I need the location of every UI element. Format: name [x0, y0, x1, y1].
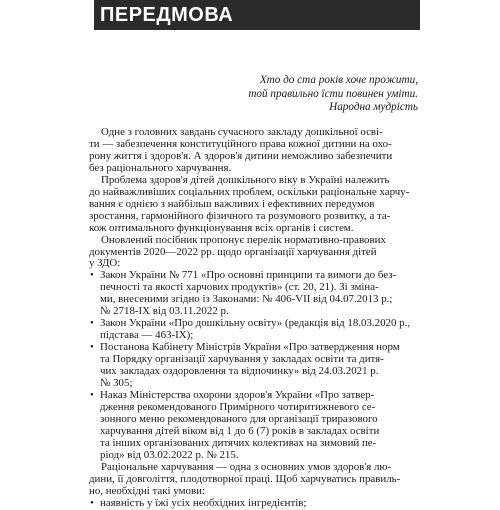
text-line: Раціональне харчування — одна з основних умов здоров'я лю- [101, 460, 392, 473]
paragraph [89, 462, 419, 498]
paragraph [89, 127, 419, 175]
paragraph [89, 175, 419, 235]
text-line: Закон України № 771 «Про основні принципи та вимоги до без- [100, 269, 397, 282]
page-title: ПЕРЕДМОВА [100, 4, 234, 26]
text-line: но, необхідні такі умови: [89, 484, 205, 497]
bullet-icon: • [90, 317, 94, 330]
list-item [89, 318, 419, 342]
text-line: Постанова Кабінету Міністрів України «Про затвердження норм [100, 341, 400, 354]
text-line: рону життя і здоров'я. А здоров'я дитини неможливо забезпечити [89, 149, 393, 162]
text-line: № 305; [100, 377, 133, 390]
text-line: зростання, гармонійного фізичного та розумового розвитку, а та- [89, 209, 391, 222]
list-item [89, 498, 419, 510]
bullet-icon: • [90, 496, 94, 509]
text-line: харчування дітей віком від 1 до 6 (7) років в закладах освіти [100, 424, 380, 437]
text-line: зонного меню рекомендованого для організації триразового [100, 412, 378, 425]
epigraph [78, 74, 418, 115]
text-line: дження рекомендованого Примірного чотиритижневого се- [100, 400, 376, 413]
text-line: ти — забезпечення конституційного права кожної дитини на охо- [89, 137, 392, 150]
text-line: ріод» від 03.02.2022 р. № 215. [100, 448, 239, 461]
bullet-icon: • [90, 269, 94, 282]
text-line: № 2718-IX від 03.11.2022 р. [100, 305, 229, 318]
paragraph [89, 235, 419, 271]
epigraph-line: Хто до ста років хоче прожити, [259, 74, 418, 86]
list-item [89, 270, 419, 318]
text-line: Одне з головних завдань сучасного закладу дошкільної осві- [101, 126, 383, 138]
text-line: Наказ Міністерства охорони здоров'я України «Про затвер- [100, 388, 375, 401]
text-line: та Порядку організації харчування у закладах освіти та дитя- [100, 353, 384, 366]
text-line: без раціонального харчування. [89, 161, 232, 174]
text-line: Проблема здоров'я дітей дошкільного віку в Україні належить [101, 173, 390, 186]
epigraph-line: той правильно їсти повинен уміти. [248, 87, 418, 100]
text-line: наявність у їжі усіх необхідних інгредієнтів; [100, 496, 307, 509]
body-text [89, 127, 419, 510]
text-line: Закон України «Про дошкільну освіту» (редакція від 18.03.2020 р., [100, 317, 411, 330]
text-line: чих закладах оздоровлення та відпочинку» від 24.03.2021 р. [100, 365, 379, 378]
text-line: у ЗДО: [89, 257, 121, 270]
text-line: до найважливіших соціальних проблем, оскільки раціональне харчу- [89, 185, 410, 198]
epigraph-source: Народна мудрість [329, 101, 418, 113]
text-line: ми, внесеними згідно із Законами: № 406-VII від 04.07.2013 р.; [100, 293, 393, 306]
text-line: Оновлений посібник пропонує перелік нормативно-правових [101, 233, 386, 246]
text-line: дини, її довголіття, плодотворної праці. Щоб харчуватись правиль- [89, 472, 401, 485]
list-item [89, 342, 419, 390]
text-line: вання є однією з найбільш важливих і ефективних передумов [89, 197, 375, 210]
text-line: документів 2020—2022 рр. щодо організації харчування дітей [89, 245, 377, 258]
list-item [89, 390, 419, 462]
bullet-icon: • [90, 388, 94, 401]
text-line: та інших організованих дитячих колективах на зимовий пе- [100, 436, 377, 449]
text-line: печності та якості харчових продуктів» (ст. 20, 21). Зі змінa- [100, 281, 379, 294]
text-line: кож оптимального функціонування всіх органів і систем. [89, 221, 354, 234]
text-line: підстава — 463-IX); [100, 329, 194, 342]
bullet-icon: • [90, 341, 94, 354]
